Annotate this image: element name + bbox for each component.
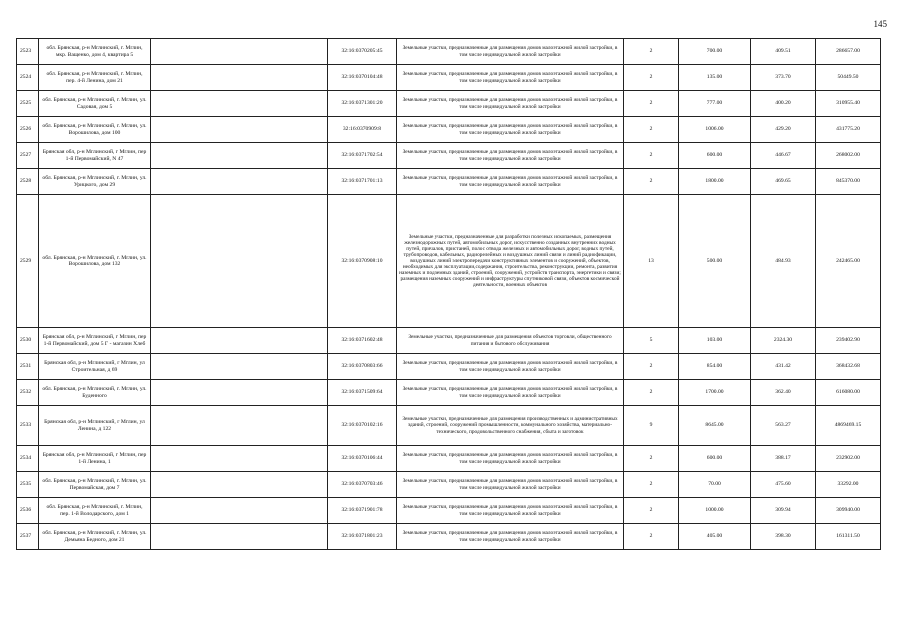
cadastral-value: 268002.00 <box>816 143 881 169</box>
unit-price: 309.94 <box>751 498 816 524</box>
land-use-purpose: Земельные участки, предназначенные для размещения домов малоэтажной жилой застройки, в том числе индивидуальной жилой застройки <box>397 117 624 143</box>
row-number: 2530 <box>17 328 39 354</box>
cadastral-value: 431775.20 <box>816 117 881 143</box>
blank-cell <box>151 380 328 406</box>
address-cell: обл. Брянская, р-н Мглинский, г. Мглин, ул. Первомайская, дом 7 <box>39 472 151 498</box>
address-cell: обл. Брянская, р-н Мглинский, г. Мглин, мкр. Ващенко, дом 4, квартира 5 <box>39 39 151 65</box>
table-row <box>17 65 881 91</box>
row-number: 2523 <box>17 39 39 65</box>
category-code: 2 <box>624 91 679 117</box>
blank-cell <box>151 65 328 91</box>
blank-cell <box>151 328 328 354</box>
area-value: 700.00 <box>679 39 751 65</box>
address-cell: обл. Брянская, р-н Мглинский, г. Мглин, ул. Демьяна Бедного, дом 21 <box>39 524 151 550</box>
cadastral-number: 32:16:0370104:48 <box>328 65 397 91</box>
cadastral-number: 32:16:0371702:54 <box>328 143 397 169</box>
cadastral-value: 33292.00 <box>816 472 881 498</box>
category-code: 2 <box>624 446 679 472</box>
area-value: 777.00 <box>679 91 751 117</box>
category-code: 13 <box>624 195 679 328</box>
table-row <box>17 143 881 169</box>
table-row <box>17 406 881 446</box>
unit-price: 563.27 <box>751 406 816 446</box>
cadastral-number: 32:16:0370909:8 <box>328 117 397 143</box>
row-number: 2533 <box>17 406 39 446</box>
unit-price: 388.17 <box>751 446 816 472</box>
blank-cell <box>151 143 328 169</box>
row-number: 2524 <box>17 65 39 91</box>
cadastral-value: 310955.40 <box>816 91 881 117</box>
table-row <box>17 380 881 406</box>
blank-cell <box>151 472 328 498</box>
land-use-purpose: Земельные участки, предназначенные для размещения домов малоэтажной жилой застройки, в том числе индивидуальной жилой застройки <box>397 446 624 472</box>
cadastral-number: 32:16:0370205:45 <box>328 39 397 65</box>
land-use-purpose: Земельные участки, предназначенные для размещения домов малоэтажной жилой застройки, в том числе индивидуальной жилой застройки <box>397 39 624 65</box>
cadastral-value: 161311.50 <box>816 524 881 550</box>
address-cell: Брянская обл, р-н Мглинский, г Мглин, ул Строительная, д 69 <box>39 354 151 380</box>
table-row <box>17 498 881 524</box>
area-value: 1800.00 <box>679 169 751 195</box>
cadastral-value: 242465.00 <box>816 195 881 328</box>
cadastral-number: 32:16:0370803:66 <box>328 354 397 380</box>
cadastral-number: 32:16:0371509:64 <box>328 380 397 406</box>
row-number: 2532 <box>17 380 39 406</box>
blank-cell <box>151 354 328 380</box>
category-code: 2 <box>624 380 679 406</box>
address-cell: обл. Брянская, р-н Мглинский, г. Мглин, пер. 4-й Ленина, дом 21 <box>39 65 151 91</box>
cadastral-value: 845370.00 <box>816 169 881 195</box>
address-cell: Брянская обл, р-н Мглинский, г Мглин, пер 1-й Ленина, 1 <box>39 446 151 472</box>
table-row <box>17 195 881 328</box>
area-value: 854.00 <box>679 354 751 380</box>
category-code: 2 <box>624 498 679 524</box>
cadastral-value: 239402.90 <box>816 328 881 354</box>
cadastral-value: 50449.50 <box>816 65 881 91</box>
unit-price: 2324.30 <box>751 328 816 354</box>
category-code: 5 <box>624 328 679 354</box>
land-use-purpose: Земельные участки, предназначенные для размещения домов малоэтажной жилой застройки, в том числе индивидуальной жилой застройки <box>397 524 624 550</box>
blank-cell <box>151 39 328 65</box>
address-cell: обл. Брянская, р-н Мглинский, г. Мглин, пер. 1-й Володарского, дом 1 <box>39 498 151 524</box>
table-row <box>17 446 881 472</box>
address-cell: обл. Брянская, р-н Мглинский, г. Мглин, ул. Буденного <box>39 380 151 406</box>
address-cell: Брянская обл, р-н Мглинский, г Мглин, ул Ленина, д 122 <box>39 406 151 446</box>
cadastral-number: 32:16:0371901:78 <box>328 498 397 524</box>
cadastral-value: 4869469.15 <box>816 406 881 446</box>
address-cell: Брянская обл, р-н Мглинский, г Мглин, пер 1-й Первомайский, N 47 <box>39 143 151 169</box>
cadastral-number: 32:16:0370703:46 <box>328 472 397 498</box>
land-use-purpose: Земельные участки, предназначенные для размещения домов малоэтажной жилой застройки, в том числе индивидуальной жилой застройки <box>397 65 624 91</box>
category-code: 2 <box>624 354 679 380</box>
cadastral-value: 309940.00 <box>816 498 881 524</box>
blank-cell <box>151 117 328 143</box>
cadastral-number: 32:16:0371602:48 <box>328 328 397 354</box>
unit-price: 469.65 <box>751 169 816 195</box>
land-use-purpose: Земельные участки, предназначенные для размещения домов малоэтажной жилой застройки, в том числе индивидуальной жилой застройки <box>397 498 624 524</box>
address-cell: обл. Брянская, р-н Мглинский, г. Мглин, ул. Ворошилова, дом 132 <box>39 195 151 328</box>
unit-price: 373.70 <box>751 65 816 91</box>
row-number: 2526 <box>17 117 39 143</box>
table-row <box>17 328 881 354</box>
land-parcels-table <box>16 38 881 550</box>
category-code: 2 <box>624 39 679 65</box>
area-value: 103.00 <box>679 328 751 354</box>
area-value: 405.00 <box>679 524 751 550</box>
row-number: 2535 <box>17 472 39 498</box>
address-cell: Брянская обл, р-н Мглинский, г Мглин, пер 1-й Первомайский, дом 5 Г - магазин Хлеб <box>39 328 151 354</box>
land-use-purpose: Земельные участки, предназначенные для разработки полезных ископаемых, размещения железнодорожных путей, автомобильных дорог, искусственно созданных внутренних водных путей, причалов, пристаней, полос отвода железных и автомобильных дорог, водных путей, трубопроводов, кабельных, радиорелейных и воздушных линий связи и линий радиофикации, воздушных линий электропередачи конструктивных элементов и сооружений, объектов, необходимых для эксплуатации,содержания, строительства, реконструкции, ремонта, развития наземных и подземных зданий, строений, сооружений, устройств транспорта, энергетики и связи; размещения наземных сооружений и инфраструктуры спутниковой связи, объектов космической деятельности, военных объектов <box>397 195 624 328</box>
row-number: 2536 <box>17 498 39 524</box>
cadastral-number: 32:16:0371801:23 <box>328 524 397 550</box>
blank-cell <box>151 498 328 524</box>
cadastral-number: 32:16:0370908:10 <box>328 195 397 328</box>
address-cell: обл. Брянская, р-н Мглинский, г. Мглин, ул. Урицкого, дом 29 <box>39 169 151 195</box>
land-use-purpose: Земельные участки, предназначенные для размещения производственных и административных зданий, строений, сооружений промышленности, коммунального хозяйства, материально-технического, продовольственного снабжения, сбыта и заготовок <box>397 406 624 446</box>
cadastral-value: 232902.00 <box>816 446 881 472</box>
land-use-purpose: Земельные участки, предназначенные для размещения домов малоэтажной жилой застройки, в том числе индивидуальной жилой застройки <box>397 91 624 117</box>
area-value: 500.00 <box>679 195 751 328</box>
category-code: 2 <box>624 117 679 143</box>
category-code: 2 <box>624 524 679 550</box>
land-use-purpose: Земельные участки, предназначенные для размещения домов малоэтажной жилой застройки, в том числе индивидуальной жилой застройки <box>397 380 624 406</box>
area-value: 1000.00 <box>679 498 751 524</box>
cadastral-value: 616080.00 <box>816 380 881 406</box>
table-row <box>17 524 881 550</box>
blank-cell <box>151 406 328 446</box>
table-row <box>17 91 881 117</box>
category-code: 2 <box>624 143 679 169</box>
category-code: 9 <box>624 406 679 446</box>
table-row <box>17 354 881 380</box>
land-use-purpose: Земельные участки, предназначенные для размещения домов малоэтажной жилой застройки, в том числе индивидуальной жилой застройки <box>397 472 624 498</box>
blank-cell <box>151 446 328 472</box>
cadastral-number: 32:16:0371301:20 <box>328 91 397 117</box>
unit-price: 398.30 <box>751 524 816 550</box>
table-row <box>17 39 881 65</box>
land-use-purpose: Земельные участки, предназначенные для размещения объектов торговли, общественного питания и бытового обслуживания <box>397 328 624 354</box>
land-use-purpose: Земельные участки, предназначенные для размещения домов малоэтажной жилой застройки, в том числе индивидуальной жилой застройки <box>397 169 624 195</box>
unit-price: 446.67 <box>751 143 816 169</box>
category-code: 2 <box>624 169 679 195</box>
area-value: 600.00 <box>679 446 751 472</box>
table-row <box>17 169 881 195</box>
row-number: 2527 <box>17 143 39 169</box>
unit-price: 400.20 <box>751 91 816 117</box>
unit-price: 409.51 <box>751 39 816 65</box>
cadastral-number: 32:16:0370102:16 <box>328 406 397 446</box>
row-number: 2525 <box>17 91 39 117</box>
area-value: 600.00 <box>679 143 751 169</box>
unit-price: 429.20 <box>751 117 816 143</box>
land-use-purpose: Земельные участки, предназначенные для размещения домов малоэтажной жилой застройки, в том числе индивидуальной жилой застройки <box>397 354 624 380</box>
area-value: 70.00 <box>679 472 751 498</box>
blank-cell <box>151 195 328 328</box>
cadastral-number: 32:16:0371701:13 <box>328 169 397 195</box>
address-cell: обл. Брянская, р-н Мглинский, г. Мглин, ул. Садовая, дом 5 <box>39 91 151 117</box>
land-use-purpose: Земельные участки, предназначенные для размещения домов малоэтажной жилой застройки, в том числе индивидуальной жилой застройки <box>397 143 624 169</box>
page-number: 145 <box>873 19 887 29</box>
unit-price: 362.40 <box>751 380 816 406</box>
category-code: 2 <box>624 472 679 498</box>
row-number: 2537 <box>17 524 39 550</box>
table-row <box>17 472 881 498</box>
area-value: 135.00 <box>679 65 751 91</box>
blank-cell <box>151 91 328 117</box>
cadastral-number: 32:16:0370106:44 <box>328 446 397 472</box>
row-number: 2529 <box>17 195 39 328</box>
cadastral-value: 368432.68 <box>816 354 881 380</box>
area-value: 8645.00 <box>679 406 751 446</box>
row-number: 2528 <box>17 169 39 195</box>
unit-price: 484.93 <box>751 195 816 328</box>
cadastral-value: 286657.00 <box>816 39 881 65</box>
row-number: 2534 <box>17 446 39 472</box>
area-value: 1006.00 <box>679 117 751 143</box>
address-cell: обл. Брянская, р-н Мглинский, г. Мглин, ул. Ворошилова, дом 100 <box>39 117 151 143</box>
blank-cell <box>151 524 328 550</box>
unit-price: 475.60 <box>751 472 816 498</box>
table-row <box>17 117 881 143</box>
row-number: 2531 <box>17 354 39 380</box>
unit-price: 431.42 <box>751 354 816 380</box>
area-value: 1700.00 <box>679 380 751 406</box>
category-code: 2 <box>624 65 679 91</box>
blank-cell <box>151 169 328 195</box>
